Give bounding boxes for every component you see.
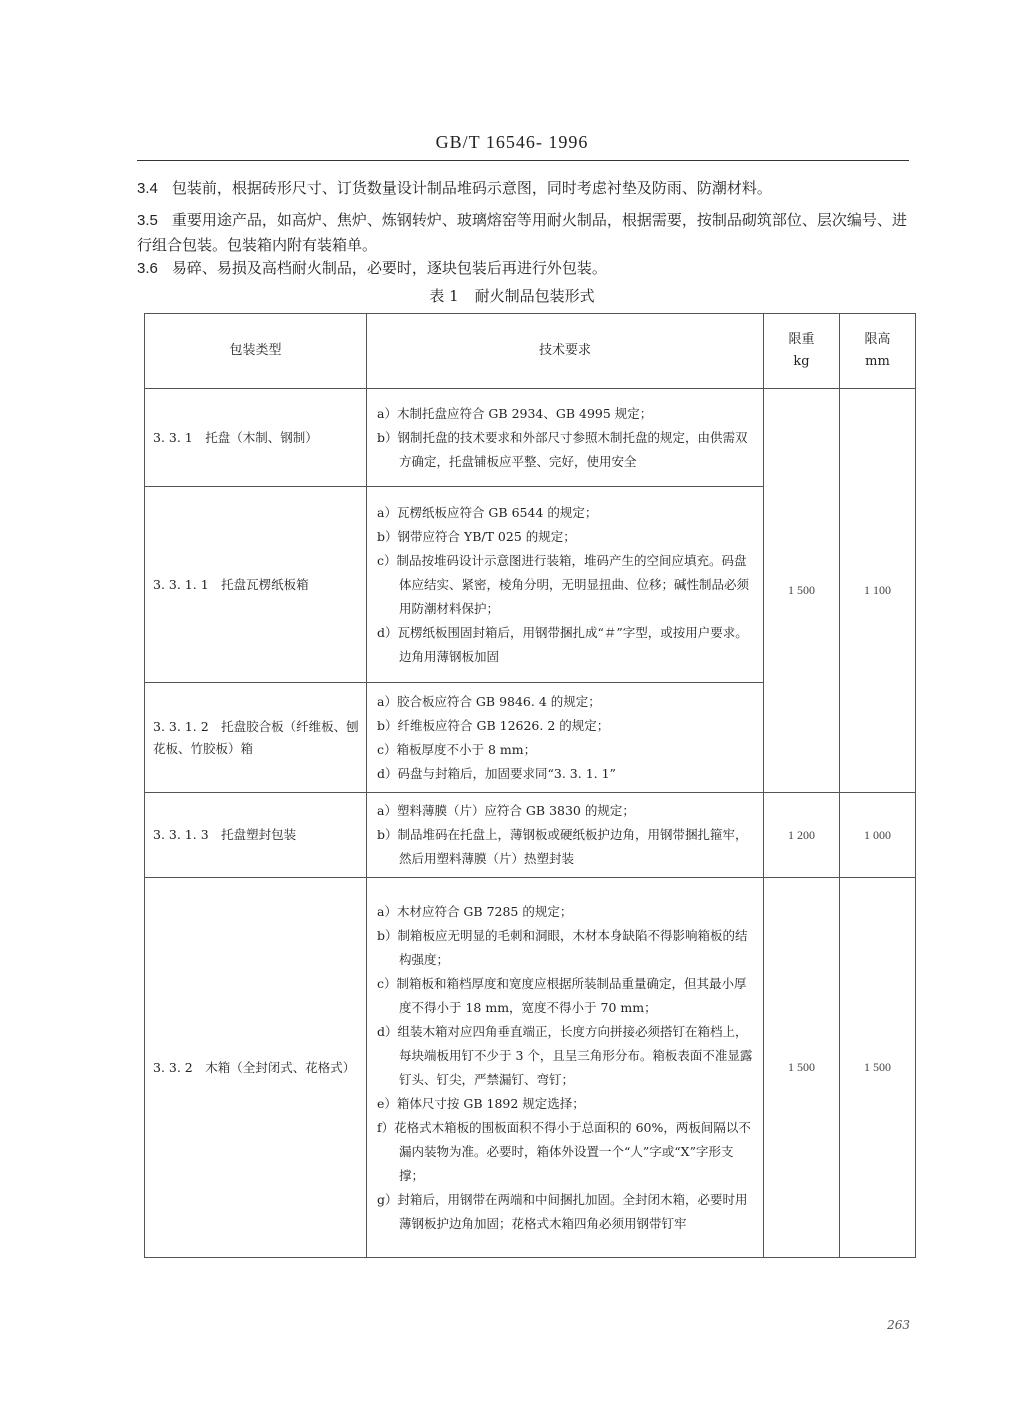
clause-number: 3.4 — [137, 180, 158, 197]
package-type: 3. 3. 1. 1 托盘瓦楞纸板箱 — [145, 487, 367, 683]
header-weight-label: 限重 — [788, 332, 815, 347]
technical-requirements — [367, 487, 764, 683]
table-caption — [0, 285, 1024, 306]
header-weight-unit: kg — [793, 354, 810, 369]
header-rule — [137, 160, 909, 161]
clause-3-4 — [137, 176, 907, 201]
clause-3-5 — [137, 208, 907, 257]
requirement-item: d）瓦楞纸板围固封箱后，用钢带捆扎成“＃”字型，或按用户要求。边角用薄钢板加固 — [377, 624, 748, 664]
requirement-item: g）封箱后，用钢带在两端和中间捆扎加固。全封闭木箱，必要时用薄钢板护边角加固；花格式木箱四角必须用钢带钉牢 — [377, 1191, 748, 1231]
height-limit: 1 500 — [840, 878, 916, 1258]
requirement-item: a）胶合板应符合 GB 9846. 4 的规定； — [377, 693, 601, 709]
table-number: 表 1 — [429, 287, 459, 305]
package-type: 3. 3. 1. 2 托盘胶合板（纤维板、刨花板、竹胶板）箱 — [145, 683, 367, 793]
technical-requirements — [367, 683, 764, 793]
requirement-item: c）制品按堆码设计示意图进行装箱，堆码产生的空间应填充。码盘体应结实、紧密，棱角分明，无明显扭曲、位移；碱性制品必须用防潮材料保护； — [377, 552, 750, 616]
requirement-item: a）塑料薄膜（片）应符合 GB 3830 的规定； — [377, 803, 635, 818]
requirement-item: b）制箱板应无明显的毛刺和洞眼，木材本身缺陷不得影响箱板的结构强度； — [377, 927, 748, 967]
requirement-item: b）钢带应符合 YB/T 025 的规定； — [377, 528, 576, 544]
page-number: 263 — [887, 1318, 910, 1332]
requirement-item: a）木制托盘应符合 GB 2934、GB 4995 规定； — [377, 405, 653, 421]
header-technical-requirements: 技术要求 — [367, 314, 764, 389]
weight-limit: 1 500 — [764, 389, 840, 793]
requirement-item: a）木材应符合 GB 7285 的规定； — [377, 903, 573, 919]
clause-number: 3.6 — [137, 260, 158, 277]
header-height-limit — [840, 314, 916, 389]
table-header-row — [145, 314, 916, 389]
clause-3-6 — [137, 256, 907, 281]
requirement-item: d）组装木箱对应四角垂直端正，长度方向拼接必须搭钉在箱档上，每块端板用钉不少于 3 个，且呈三角形分布。箱板表面不准显露钉头、钉尖，严禁漏钉、弯钉； — [377, 1023, 753, 1087]
technical-requirements — [367, 878, 764, 1258]
technical-requirements — [367, 793, 764, 878]
weight-limit: 1 200 — [764, 793, 840, 878]
requirement-item: d）码盘与封箱后，加固要求同“3. 3. 1. 1” — [377, 765, 616, 781]
table-row — [145, 389, 916, 487]
packaging-table — [144, 313, 916, 1258]
package-type: 3. 3. 1 托盘（木制、钢制） — [145, 389, 367, 487]
requirement-item: e）箱体尺寸按 GB 1892 规定选择； — [377, 1095, 585, 1111]
requirement-item: b）钢制托盘的技术要求和外部尺寸参照木制托盘的规定，由供需双方确定，托盘铺板应平整、完好，使用安全 — [377, 429, 748, 469]
requirement-item: b）纤维板应符合 GB 12626. 2 的规定； — [377, 717, 610, 733]
weight-limit: 1 500 — [764, 878, 840, 1258]
package-type: 3. 3. 2 木箱（全封闭式、花格式） — [145, 878, 367, 1258]
height-limit: 1 000 — [840, 793, 916, 878]
header-package-type: 包装类型 — [145, 314, 367, 389]
clause-text: 易碎、易损及高档耐火制品，必要时，逐块包装后再进行外包装。 — [171, 259, 607, 277]
clause-text: 包装前，根据砖形尺寸、订货数量设计制品堆码示意图，同时考虑衬垫及防雨、防潮材料。 — [171, 179, 772, 197]
table-row — [145, 793, 916, 878]
header-height-label: 限高 — [864, 332, 891, 347]
requirement-item: b）制品堆码在托盘上，薄钢板或硬纸板护边角，用钢带捆扎箍牢，然后用塑料薄膜（片）热塑封装 — [377, 827, 748, 866]
header-weight-limit — [764, 314, 840, 389]
height-limit: 1 100 — [840, 389, 916, 793]
requirement-item: c）箱板厚度不小于 8 mm； — [377, 741, 537, 757]
standard-number: GB/T 16546- 1996 — [435, 132, 589, 152]
requirement-item: f）花格式木箱板的围板面积不得小于总面积的 60%，两板间隔以不漏内装物为准。必要时，箱体外设置一个“人”字或“X”字形支撑； — [377, 1119, 751, 1183]
requirement-item: c）制箱板和箱档厚度和宽度应根据所装制品重量确定，但其最小厚度不得小于 18 mm，宽度不得小于 70 mm； — [377, 975, 747, 1015]
clause-number: 3.5 — [137, 212, 158, 229]
clause-text: 重要用途产品，如高炉、焦炉、炼钢转炉、玻璃熔窑等用耐火制品，根据需要，按制品砌筑部位、层次编号、进行组合包装。包装箱内附有装箱单。 — [137, 211, 907, 254]
requirement-item: a）瓦楞纸板应符合 GB 6544 的规定； — [377, 504, 598, 520]
table-row — [145, 878, 916, 1258]
header-height-unit: mm — [865, 354, 890, 369]
technical-requirements — [367, 389, 764, 487]
table-title: 耐火制品包装形式 — [474, 287, 595, 305]
package-type: 3. 3. 1. 3 托盘塑封包装 — [145, 793, 367, 878]
